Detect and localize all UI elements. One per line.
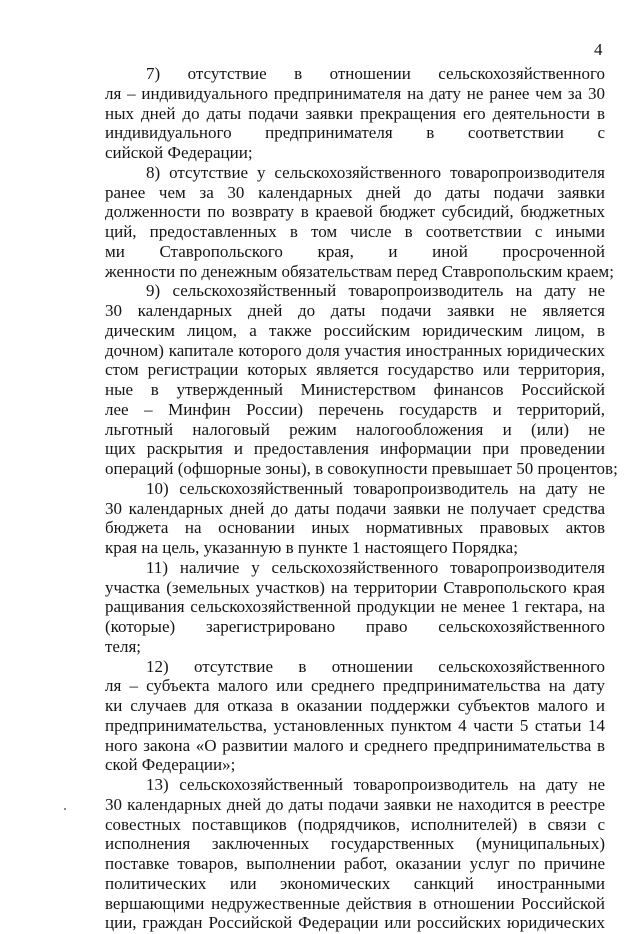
text-line: ций, предоставленных в том числе в соответствии с иными	[105, 222, 605, 241]
text-line: лее – Минфин России) перечень государств и территорий,	[105, 399, 605, 419]
text-line: исполнения заключенных государственных (муниципальных)	[105, 834, 605, 854]
text-line: совестных поставщиков (подрядчиков, исполнителей) в связи с	[105, 814, 605, 834]
text-line: 30 календарных дней до даты подачи заявки не получает средства	[105, 498, 605, 518]
text-line: ного закона «О развитии малого и среднего предпринимательства в	[105, 735, 605, 755]
text-line: поставке товаров, выполнении работ, оказании услуг по причине	[105, 854, 605, 873]
text-line: 7) отсутствие в отношении сельскохозяйственного	[146, 64, 605, 83]
text-line: 12) отсутствие в отношении сельскохозяйственного	[146, 656, 605, 676]
text-line: (которые) зарегистрировано право сельскохозяйственного	[105, 617, 605, 636]
text-line: ки случаев для отказа в оказании поддержки субъектов малого и	[105, 696, 605, 715]
scan-speck	[64, 808, 66, 810]
page-number: 4	[594, 40, 603, 59]
text-line: 30 календарных дней до даты подачи заявки не является	[105, 301, 605, 320]
text-line: 30 календарных дней до даты подачи заявки не находится в реестре	[105, 794, 605, 814]
text-line: 11) наличие у сельскохозяйственного товаропроизводителя	[146, 557, 605, 577]
text-line: ранее чем за 30 календарных дней до даты подачи заявки	[105, 182, 605, 202]
text-line: вершающими недружественные действия в отношении Российской	[105, 893, 605, 913]
text-line: сийской Федерации;	[105, 143, 253, 162]
text-line: ных дней до даты подачи заявки прекращения его деятельности в	[105, 103, 605, 123]
text-line: политических или экономических санкций иностранными	[105, 873, 605, 893]
text-line: дическим лицом, а также российским юридическим лицом, в	[105, 320, 605, 340]
text-line: теля;	[105, 636, 142, 656]
text-line: 10) сельскохозяйственный товаропроизводитель на дату не	[146, 478, 605, 498]
text-line: долженности по возврату в краевой бюджет субсидий, бюджетных	[105, 202, 605, 222]
text-line: 8) отсутствие у сельскохозяйственного товаропроизводителя	[146, 162, 605, 182]
text-line: стом регистрации которых является государство или территория,	[105, 360, 605, 380]
text-line: индивидуального предпринимателя в соответствии с	[105, 123, 605, 143]
text-line: ные в утвержденный Министерством финансов Российской	[105, 380, 605, 399]
text-line: ля – индивидуального предпринимателя на дату не ранее чем за 30	[105, 83, 605, 103]
text-line: 13) сельскохозяйственный товаропроизводитель на дату не	[146, 775, 605, 794]
text-line: ми Ставропольского края, и иной просроченной	[105, 241, 605, 261]
text-line: женности по денежным обязательствам перед Ставропольским краем;	[105, 261, 614, 281]
text-line: ращивания сельскохозяйственной продукции не менее 1 гектара, на	[105, 597, 605, 617]
text-line: ции, граждан Российской Федерации или российских юридических	[105, 913, 605, 933]
text-line: дочном) капитале которого доля участия иностранных юридических	[105, 340, 605, 360]
text-line: участка (земельных участков) на территории Ставропольского края	[105, 577, 605, 597]
text-line: 9) сельскохозяйственный товаропроизводитель на дату не	[146, 281, 605, 301]
text-line: ской Федерации»;	[105, 755, 236, 775]
text-line: щих раскрытия и предоставления информации при проведении	[105, 439, 605, 459]
text-line: предпринимательства, установленных пунктом 4 части 5 статьи 14	[105, 715, 605, 735]
text-line: льготный налоговый режим налогообложения и (или) не	[105, 419, 605, 439]
text-line: ля – субъекта малого или среднего предпринимательства на дату	[105, 676, 605, 696]
text-line: операций (офшорные зоны), в совокупности превышает 50 процентов;	[105, 459, 618, 478]
text-line: края на цель, указанную в пункте 1 настоящего Порядка;	[105, 538, 518, 557]
text-line: бюджета на основании иных нормативных правовых актов	[105, 518, 605, 538]
